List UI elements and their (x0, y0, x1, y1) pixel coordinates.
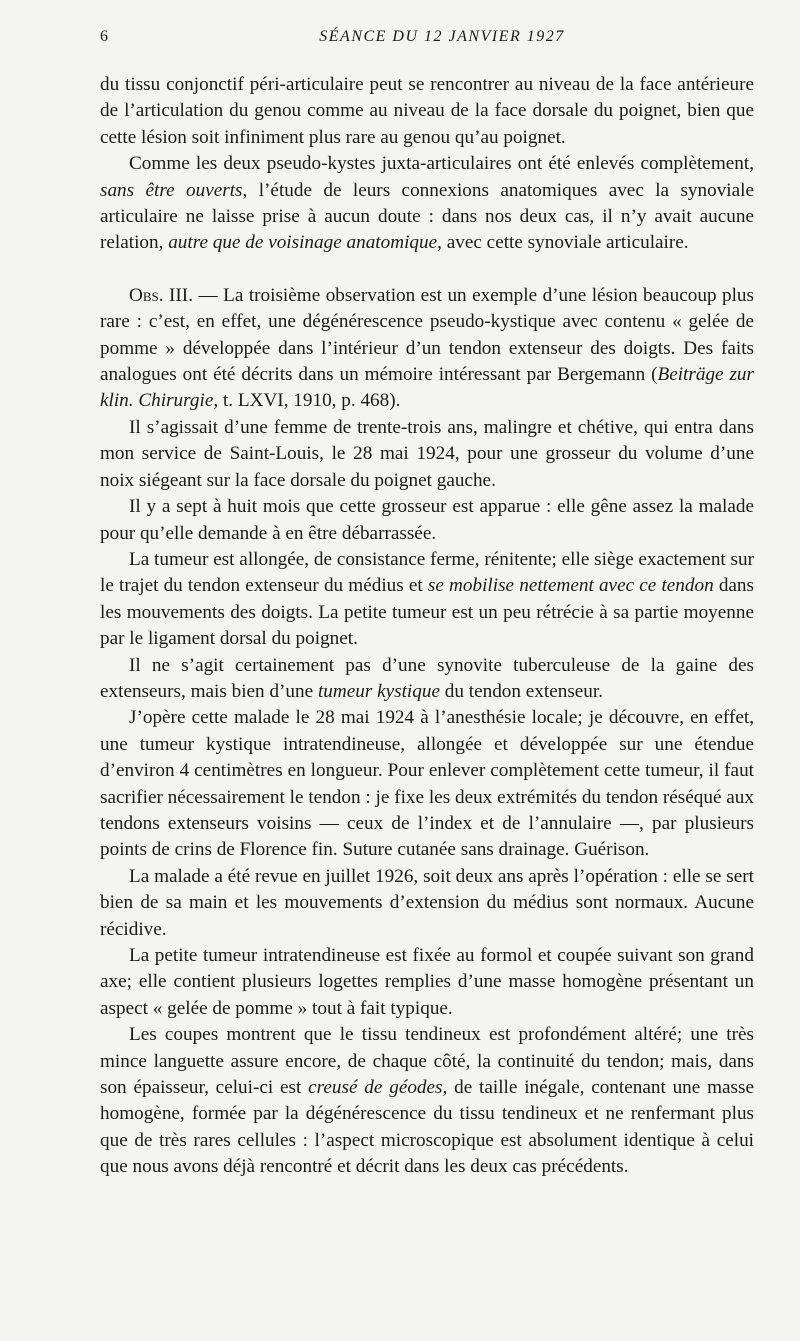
text-run: du tendon extenseur. (439, 680, 604, 702)
italic-text: se mobilise nettement avec ce tendon (427, 575, 714, 597)
paragraph-p7 (100, 653, 754, 706)
paragraph-p5 (100, 494, 754, 547)
text-run: Les coupes montrent que le tissu tendineux est profondément altéré; une très mince languette assure encore, de chaque côté, la continuité du tendon; mais, dans son épaisseur, celui-ci est (100, 1024, 754, 1099)
running-title: SÉANCE DU 12 JANVIER 1927 (319, 28, 565, 45)
body-text (100, 72, 754, 1181)
text-run: La petite tumeur intratendineuse est fixée au formol et coupée suivant son grand axe; elle contient plusieurs logettes remplies d’une masse homogène présentant un aspect « gelée de pomme » tout à fait typique. (100, 945, 754, 1019)
text-run: du tissu conjonctif péri-articulaire peut se rencontrer au niveau de la face antérieure de l’articulation du genou comme au niveau de la face dorsale du poignet, bien que cette lésion soit infiniment plus rare au genou qu’au poignet. (100, 74, 754, 148)
text-run: — La troisième observation est un exemple d’une lésion beaucoup plus rare : c’est, en effet, une dégénérescence pseudo-kystique avec contenu « gelée de pomme » développée dans l’intérieur d’un tendon extenseur des doigts. Des faits analogues ont été décrits dans un mémoire intéressant par Bergemann ( (100, 284, 754, 386)
paragraph-p9 (100, 864, 754, 943)
paragraph-p8 (100, 705, 754, 863)
italic-text: tumeur kystique (317, 680, 440, 702)
paragraph-p1 (100, 72, 754, 151)
text-run: Il y a sept à huit mois que cette grosseur est apparue : elle gêne assez la malade pour qu’elle demande à en être débarrassée. (100, 496, 754, 544)
text-run: , l’étude de leurs connexions anatomiques avec la synoviale articulaire ne laisse prise à aucun doute : dans nos deux cas, il n’y avait aucune relation, (100, 179, 755, 254)
italic-text: autre que de voisinage anatomique (168, 232, 438, 254)
italic-text: Beiträge zur klin. Chirurgie (100, 364, 754, 412)
text-run: La malade a été revue en juillet 1926, soit deux ans après l’opération : elle se sert bien de sa main et les mouvements d’extension du médius sont normaux. Aucune récidive. (100, 865, 754, 940)
italic-text: creusé de géodes (308, 1077, 443, 1099)
paragraph-p2 (100, 151, 754, 257)
paragraph-p6 (100, 547, 754, 653)
text-run: , de taille inégale, contenant une masse homogène, formée par la dégénérescence du tissu tendineux et ne renfermant plus que de très rares cellules : l’aspect microscopique est absolument identique à celui que nous avons déjà rencontré et décrit dans les deux cas précédents. (100, 1077, 754, 1178)
text-run: J’opère cette malade le 28 mai 1924 à l’anesthésie locale; je découvre, en effet, une tumeur kystique intratendineuse, allongée et développée sur une étendue d’environ 4 centimètres en longueur. Pour enlever complètement cette tumeur, il faut sacrifier nécessairement le tendon : je fixe les deux extrémités du tendon réséqué aux tendons extenseurs voisins — ceux de l’index et de l’annulaire —, par plusieurs points de crins de Florence fin. Suture cutanée sans drainage. Guérison. (100, 707, 754, 861)
text-run: Il s’agissait d’une femme de trente-trois ans, malingre et chétive, qui entra dans mon service de Saint-Louis, le 28 mai 1924, pour une grosseur du volume d’une noix siégeant sur la face dorsale du poignet gauche. (100, 416, 754, 491)
paragraph-p10 (100, 943, 754, 1022)
paragraph-p4 (100, 415, 754, 494)
page-header (100, 28, 754, 52)
text-run: , t. LXVI, 1910, p. 468). (213, 390, 401, 412)
text-run: Il ne s’agit certainement pas d’une synovite tuberculeuse de la gaine des extenseurs, mais bien d’une (100, 654, 754, 702)
text-run: Comme les deux pseudo-kystes juxta-articulaires ont été enlevés complètement, (129, 153, 754, 175)
observation-label: Obs. III. (129, 284, 193, 306)
paragraph-p3 (100, 283, 754, 415)
italic-text: sans être ouverts (100, 179, 243, 201)
text-run: La tumeur est allongée, de consistance ferme, rénitente; elle siège exactement sur le trajet du tendon extenseur du médius et (100, 548, 754, 597)
paragraph-p11 (100, 1022, 754, 1180)
page-number: 6 (100, 28, 110, 45)
text-run: , avec cette synoviale articulaire. (437, 232, 689, 254)
text-run: dans les mouvements des doigts. La petite tumeur est un peu rétrécie à sa partie moyenne par le ligament dorsal du poignet. (100, 575, 754, 650)
